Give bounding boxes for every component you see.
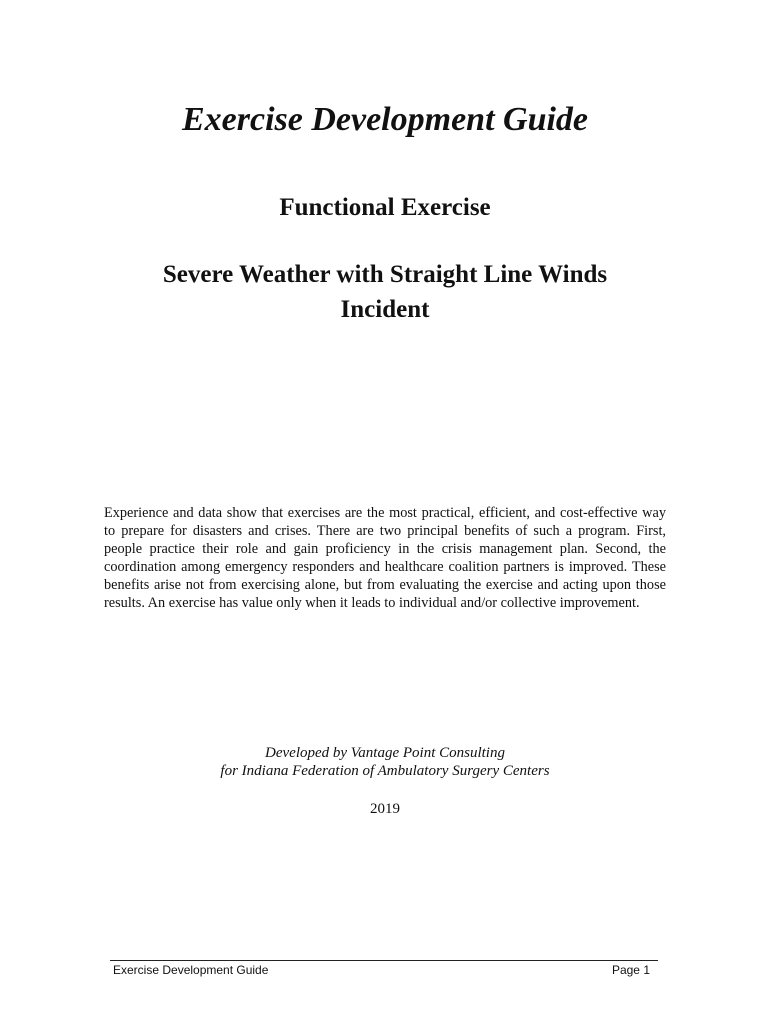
footer-page-number: Page 1: [611, 963, 650, 977]
developed-by-line: Developed by Vantage Point Consulting: [265, 745, 505, 761]
organization-line: for Indiana Federation of Ambulatory Surgery Centers: [220, 763, 550, 779]
incident-title: Severe Weather with Straight Line Winds Incident: [162, 261, 608, 323]
footer-divider: [110, 960, 658, 961]
document-title: Exercise Development Guide: [181, 101, 589, 138]
credits-block: [0, 744, 770, 780]
exercise-type-heading: Functional Exercise: [279, 194, 491, 221]
footer-document-name: Exercise Development Guide: [113, 963, 269, 977]
publication-year: 2019: [370, 801, 400, 817]
intro-paragraph: Experience and data show that exercises are the most practical, efficient, and cost-effective way to prepare for disasters and crises. There are two principal benefits of such a program. First, people practice their role and gain proficiency in the crisis management plan. Second, the coordination among emergency responders and healthcare coalition partners is improved. These benefits arise not from exercising alone, but from evaluating the exercise and acting upon those results. An exercise has value only when it leads to individual and/or collective improvement.: [104, 505, 666, 611]
